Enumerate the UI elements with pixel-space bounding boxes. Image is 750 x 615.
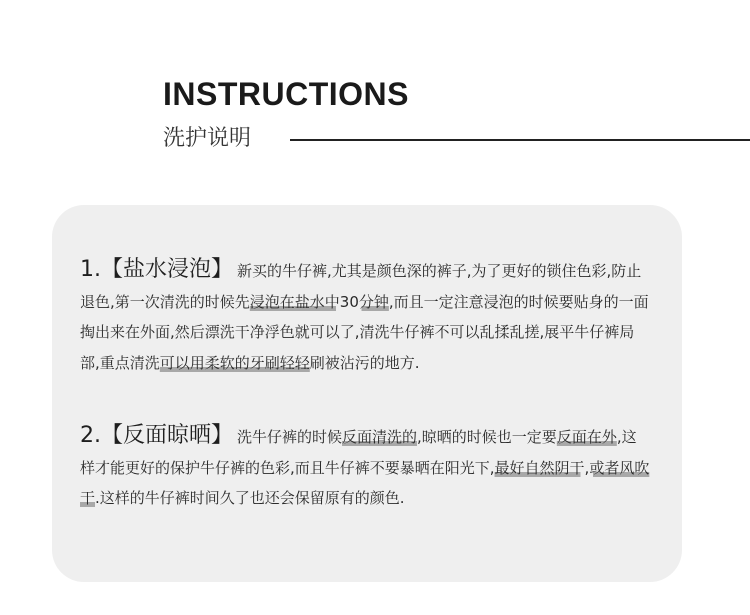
- body-text: 刷被沾污的地方.: [309, 353, 420, 372]
- instruction-section-1: [80, 255, 650, 378]
- highlighted-text: 反面清洗的: [342, 428, 418, 446]
- page-title: INSTRUCTIONS: [163, 76, 409, 112]
- page-subtitle: 洗护说明: [163, 126, 252, 151]
- instruction-section-2: [80, 421, 650, 514]
- body-text: ,而且一定注意浸泡的时候要贴身的一面掏出来在外面,然后漂洗干净浮色就可以了,清洗牛仔裤不可以乱揉乱搓,展平牛仔裤局部,重点清洗: [80, 292, 649, 372]
- highlighted-text: 最好自然阴干,或者风吹干: [80, 458, 650, 507]
- body-text: 洗牛仔裤的时候: [237, 428, 343, 446]
- highlighted-text: 浸泡在盐水中30分钟: [249, 292, 389, 311]
- body-text: 新买的牛仔裤,尤其是颜色深的裤子,为了更好的锁住色彩,防止退色,第一次清洗的时候先: [80, 262, 642, 311]
- section-heading: 2.【反面晾晒】: [80, 423, 233, 448]
- section-heading: 1.【盐水浸泡】: [80, 257, 233, 282]
- body-text: ,晾晒的时候也一定要: [417, 428, 557, 446]
- highlighted-text: 反面在外: [556, 428, 617, 446]
- body-text: .这样的牛仔裤时间久了也还会保留原有的颜色.: [95, 489, 405, 507]
- highlighted-text: 可以用柔软的牙刷轻轻: [159, 353, 310, 372]
- divider-line: [290, 139, 750, 141]
- body-text: ,这样才能更好的保护牛仔裤的色彩,而且牛仔裤不要暴晒在阳光下,: [80, 428, 637, 477]
